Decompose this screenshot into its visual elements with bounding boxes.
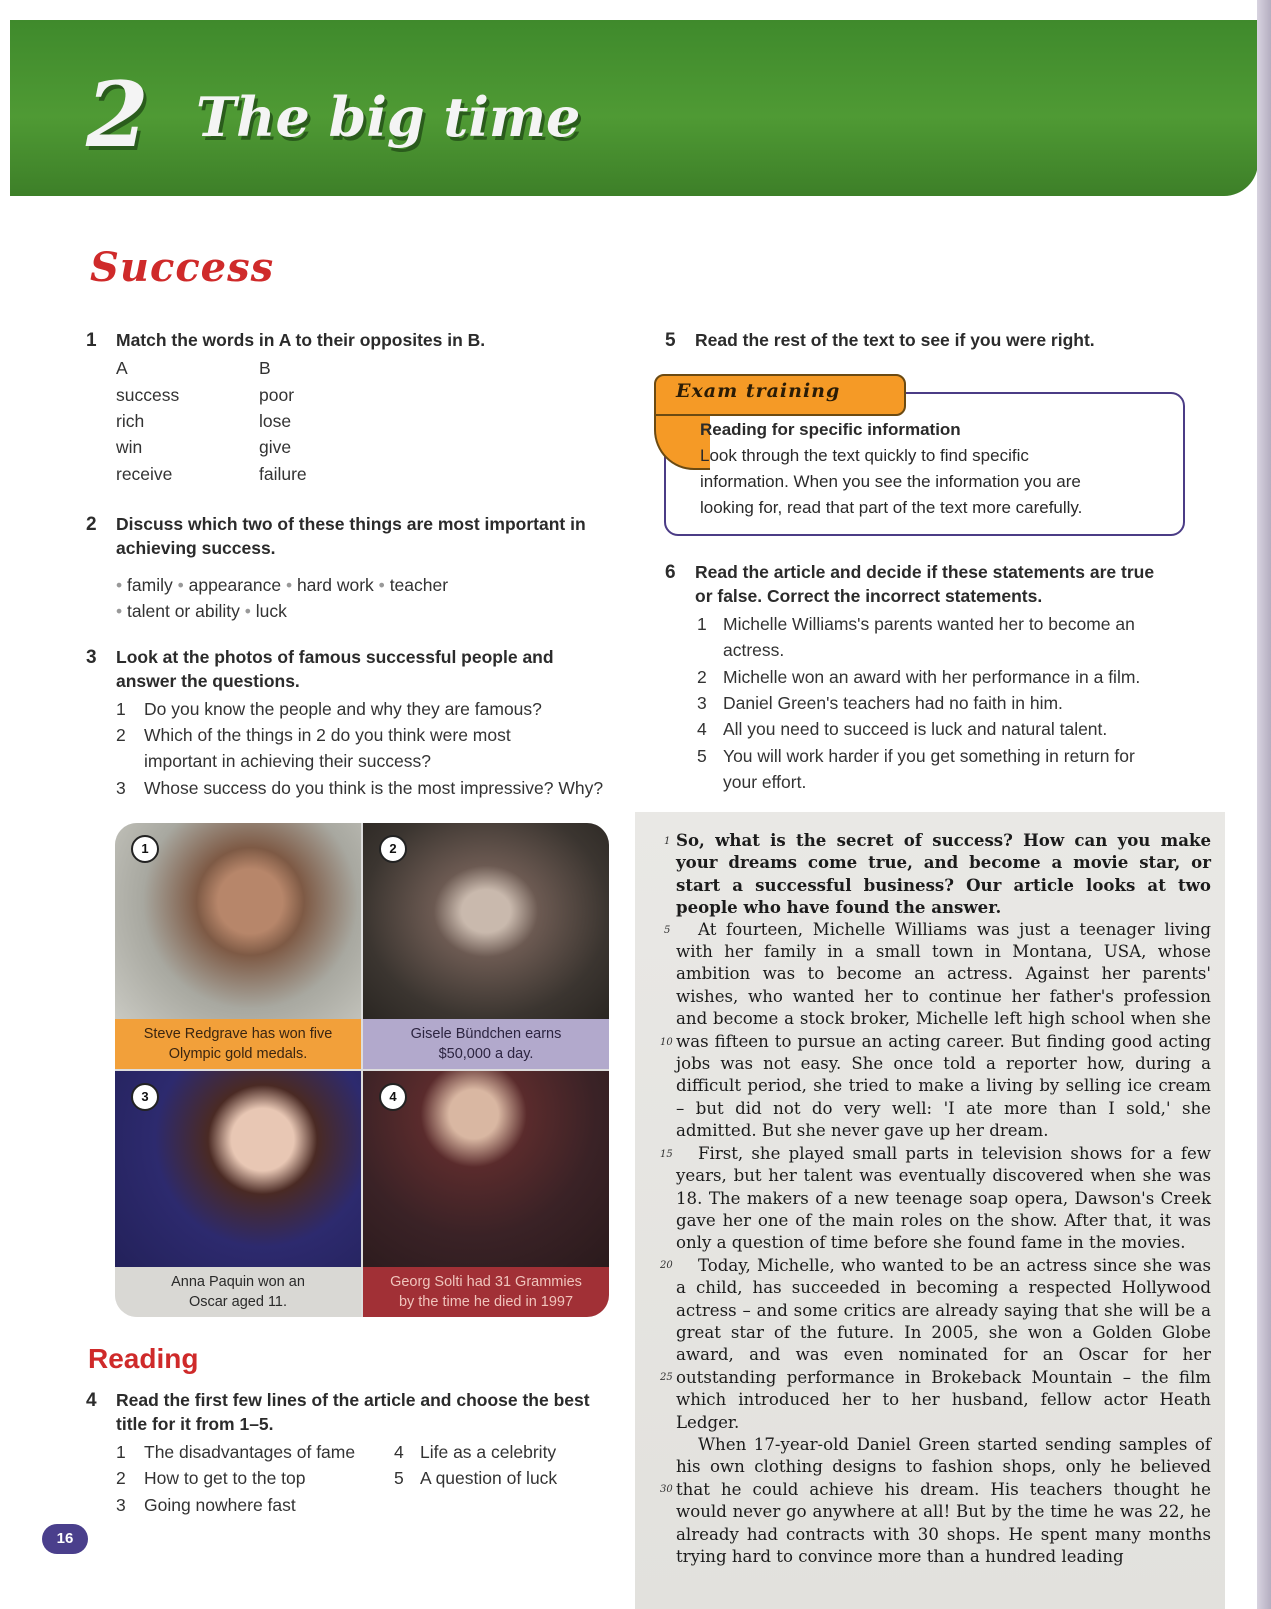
photo-number-badge: 4 xyxy=(379,1083,407,1111)
word-a: receive xyxy=(116,464,173,484)
article-paragraph: When 17-year-old Daniel Green started sending samples of his own clothing designs to fashion shops, only he believed that he could achieve his dream. His teachers thought he would never go anywhere at all! But by the time he was 22, he already had contracts with 30 shops. He spent many months trying hard to convince more than a hundred leading xyxy=(676,1434,1211,1566)
task-instruction: title for it from 1–5. xyxy=(116,1414,274,1434)
line-number: 20 xyxy=(660,1260,673,1271)
word-a: win xyxy=(116,437,143,457)
task-number: 2 xyxy=(86,514,97,535)
page-edge xyxy=(1257,0,1271,1609)
title-option-number: 2 xyxy=(116,1468,126,1488)
question-number: 2 xyxy=(116,725,126,745)
photo-anna-paquin xyxy=(115,1071,361,1317)
caption-line: Oscar aged 11. xyxy=(188,1294,288,1310)
statement-text: Michelle Williams's parents wanted her to become an xyxy=(723,614,1135,634)
title-option-number: 3 xyxy=(116,1495,126,1515)
question-text: Which of the things in 2 do you think were most xyxy=(144,725,511,745)
exam-training-content xyxy=(700,417,1082,521)
title-option-number: 1 xyxy=(116,1442,126,1462)
photo-caption xyxy=(115,1019,361,1069)
title-option: The disadvantages of fame xyxy=(144,1442,356,1462)
task-instruction: Discuss which two of these things are most important in xyxy=(116,514,586,534)
caption-line: $50,000 a day. xyxy=(438,1046,534,1062)
statement-number: 4 xyxy=(697,719,707,739)
title-option: Life as a celebrity xyxy=(420,1442,557,1462)
statement-number: 3 xyxy=(697,693,707,713)
page-number-badge: 16 xyxy=(42,1524,88,1554)
word-a: success xyxy=(116,385,180,405)
article-text xyxy=(676,829,1211,1568)
caption-line: Georg Solti had 31 Grammies xyxy=(390,1274,582,1290)
line-number: 1 xyxy=(664,836,671,847)
photo-caption xyxy=(363,1019,609,1069)
task-instruction: Read the first few lines of the article and choose the best xyxy=(116,1390,590,1410)
exam-training-line: Look through the text quickly to find specific xyxy=(700,446,1029,465)
title-option-number: 5 xyxy=(394,1468,404,1488)
reading-heading: Reading xyxy=(88,1343,199,1374)
statement-text: All you need to succeed is luck and natural talent. xyxy=(723,719,1108,739)
factor-item: hard work xyxy=(296,575,374,595)
photo-steve-redgrave xyxy=(115,823,361,1069)
caption-line: Steve Redgrave has won five xyxy=(143,1026,333,1042)
word-b: give xyxy=(259,437,292,457)
task-instruction: achieving success. xyxy=(116,538,276,558)
question-number: 3 xyxy=(116,778,126,798)
task-instruction: Look at the photos of famous successful people and xyxy=(116,647,554,667)
title-option: How to get to the top xyxy=(144,1468,306,1488)
line-number: 25 xyxy=(660,1372,673,1383)
photo-caption xyxy=(115,1267,361,1317)
question-text: Do you know the people and why they are famous? xyxy=(144,699,542,719)
photo-number-badge: 3 xyxy=(131,1083,159,1111)
task-number: 3 xyxy=(86,647,97,668)
task-instruction: Read the rest of the text to see if you were right. xyxy=(695,330,1095,350)
photo-caption xyxy=(363,1267,609,1317)
task-instruction: Match the words in A to their opposites in B. xyxy=(116,330,486,350)
factor-list: • talent or ability • luck xyxy=(116,601,287,621)
article-lead: So, what is the secret of success? How can you make your dreams come true, and become a movie star, or start a successful business? Our article looks at two people who have found the answer. xyxy=(676,830,1211,918)
statement-number: 1 xyxy=(697,614,707,634)
line-number: 15 xyxy=(660,1149,673,1160)
article-paragraph: Today, Michelle, who wanted to be an actress since she was a child, has succeeded in becoming a respected Hollywood actress – and some critics are already saying that she will be a great star of the future. In 2005, she won a Golden Globe award, and was even nominated for an Oscar for her outstanding performance in Brokeback Mountain – the film which introduced her to her husband, fellow actor Heath Ledger. xyxy=(676,1255,1211,1432)
task-instruction: answer the questions. xyxy=(116,671,300,691)
photo-grid xyxy=(115,823,609,1317)
line-number: 10 xyxy=(660,1037,673,1048)
factor-item: appearance xyxy=(188,575,282,595)
word-a: rich xyxy=(116,411,145,431)
factor-item: talent or ability xyxy=(127,601,240,621)
article-paragraph: At fourteen, Michelle Williams was just a teenager living with her family in a small town in Montana, USA, whose ambition was to become an actress. Against her parents' wishes, who wanted her to continue her father's profession and become a stock broker, Michelle left high school when she was fifteen to pursue an acting career. But finding good acting jobs was not easy. She once told a reporter how, during a difficult period, she tried to make a living by selling ice cream – but did not do very well: 'I ate more than I sold,' she admitted. But she never gave up her dream. xyxy=(676,919,1211,1141)
article-paragraph: First, she played small parts in television shows for a few years, but her talent was eventually discovered when she was 18. The makers of a new teenage soap opera, Dawson's Creek gave her one of the main roles on the show. After that, it was only a question of time before she found fame in the movies. xyxy=(676,1143,1211,1253)
question-text: important in achieving their success? xyxy=(144,751,431,771)
task-number: 6 xyxy=(665,562,676,583)
exam-training-line: information. When you see the information you are xyxy=(700,472,1081,491)
word-b: poor xyxy=(259,385,295,405)
task-number: 1 xyxy=(86,330,97,351)
exam-training-line: looking for, read that part of the text more carefully. xyxy=(700,498,1083,517)
word-b: lose xyxy=(259,411,292,431)
photo-number-badge: 2 xyxy=(379,835,407,863)
statement-text: You will work harder if you get something in return for xyxy=(723,746,1135,766)
task-number: 5 xyxy=(665,330,676,351)
caption-line: Olympic gold medals. xyxy=(168,1046,308,1062)
task-number: 4 xyxy=(86,1390,97,1411)
photo-gisele-bundchen xyxy=(363,823,609,1069)
section-title: Success xyxy=(90,244,275,291)
statement-text: actress. xyxy=(723,640,785,660)
statement-text: Michelle won an award with her performance in a film. xyxy=(723,667,1141,687)
title-option: A question of luck xyxy=(420,1468,558,1488)
line-number: 5 xyxy=(664,925,671,936)
column-b-label: B xyxy=(259,358,271,378)
statement-number: 2 xyxy=(697,667,707,687)
exam-training-label: Exam training xyxy=(676,380,841,402)
statement-text: Daniel Green's teachers had no faith in him. xyxy=(723,693,1063,713)
question-number: 1 xyxy=(116,699,126,719)
factor-list: • family • appearance • hard work • teacher xyxy=(116,575,449,595)
task-instruction: or false. Correct the incorrect statements. xyxy=(695,586,1043,606)
caption-line: by the time he died in 1997 xyxy=(398,1294,574,1310)
unit-title: The big time xyxy=(196,85,581,149)
question-text: Whose success do you think is the most impressive? Why? xyxy=(144,778,604,798)
task-instruction: Read the article and decide if these statements are true xyxy=(695,562,1155,582)
factor-item: family xyxy=(127,575,173,595)
caption-line: Anna Paquin won an xyxy=(171,1274,305,1290)
statement-text: your effort. xyxy=(723,772,807,792)
unit-number: 2 xyxy=(86,62,151,168)
title-option-number: 4 xyxy=(394,1442,404,1462)
photo-georg-solti xyxy=(363,1071,609,1317)
factor-item: luck xyxy=(255,601,287,621)
statement-number: 5 xyxy=(697,746,707,766)
word-b: failure xyxy=(259,464,307,484)
factor-item: teacher xyxy=(389,575,449,595)
exam-training-heading: Reading for specific information xyxy=(700,420,961,439)
title-option: Going nowhere fast xyxy=(144,1495,296,1515)
caption-line: Gisele Bündchen earns xyxy=(410,1026,562,1042)
column-a-label: A xyxy=(116,358,128,378)
photo-number-badge: 1 xyxy=(131,835,159,863)
line-number: 30 xyxy=(660,1484,673,1495)
